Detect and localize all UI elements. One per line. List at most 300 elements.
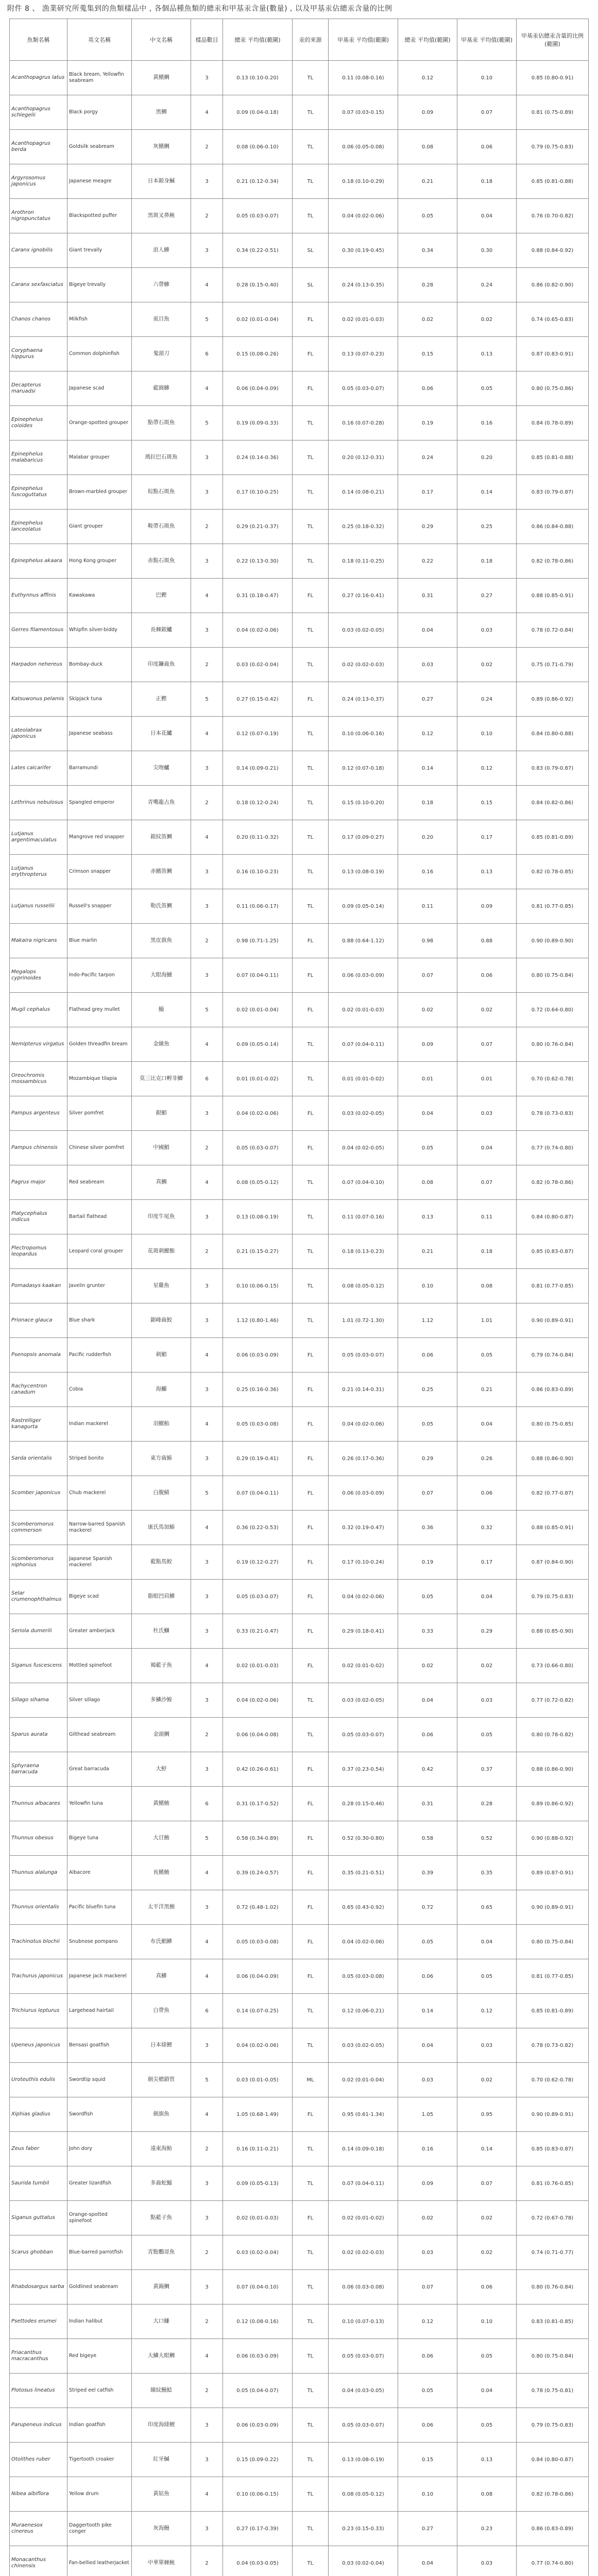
table-row	[10, 2235, 589, 2270]
methylmercury-cell: 0.88 (0.64-1.12)	[329, 924, 398, 958]
total-mercury-mean-cell: 0.02	[398, 2201, 457, 2235]
scientific-name-cell: Epinephelus fuscoguttatus	[10, 475, 67, 510]
sample-count-cell: 5	[191, 993, 223, 1027]
sample-count-cell: 3	[191, 233, 223, 268]
methylmercury-mean-cell: 0.06	[457, 958, 517, 993]
english-name-cell: Greater amberjack	[67, 1614, 132, 1649]
methylmercury-mean-cell: 0.09	[457, 889, 517, 924]
scientific-name-cell: Lutjanus russellii	[10, 889, 67, 924]
methylmercury-cell: 0.02 (0.01-0.03)	[329, 302, 398, 337]
sample-count-cell: 4	[191, 1856, 223, 1890]
english-name-cell: Narrow-barred Spanish mackerel	[67, 1511, 132, 1545]
methylmercury-mean-cell: 1.01	[457, 1303, 517, 1338]
length-type-cell: TL	[293, 820, 329, 855]
total-mercury-mean-cell: 0.27	[398, 682, 457, 717]
total-mercury-mean-cell: 0.16	[398, 2132, 457, 2166]
total-mercury-cell: 0.13 (0.08-0.19)	[223, 1200, 293, 1234]
column-header: 甲基汞佔總汞含量的比例(範圍)	[517, 19, 589, 61]
methylmercury-cell: 0.12 (0.07-0.18)	[329, 751, 398, 786]
english-name-cell: Yellowfin tuna	[67, 1787, 132, 1821]
english-name-cell: Black porgy	[67, 95, 132, 130]
table-row	[10, 1752, 589, 1787]
english-name-cell: Indo-Pacific tarpon	[67, 958, 132, 993]
scientific-name-cell: Sparus aurata	[10, 1718, 67, 1752]
length-type-cell: TL	[293, 2443, 329, 2477]
english-name-cell: Pacific rudderfish	[67, 1338, 132, 1372]
scientific-name-cell: Sphyraena barracuda	[10, 1752, 67, 1787]
sample-count-cell: 3	[191, 2166, 223, 2201]
total-mercury-mean-cell: 0.72	[398, 1890, 457, 1925]
english-name-cell: Golden threadfin bream	[67, 1027, 132, 1062]
methylmercury-cell: 0.01 (0.01-0.02)	[329, 1062, 398, 1096]
length-type-cell: FL	[293, 337, 329, 371]
scientific-name-cell: Parupeneus indicus	[10, 2408, 67, 2443]
total-mercury-cell: 0.06 (0.03-0.09)	[223, 1338, 293, 1372]
chinese-name-cell: 長鰭鮪	[132, 1856, 191, 1890]
methylmercury-cell: 0.05 (0.03-0.07)	[329, 2339, 398, 2374]
total-mercury-mean-cell: 0.06	[398, 1959, 457, 1994]
english-name-cell: Striped bonito	[67, 1442, 132, 1476]
chinese-name-cell: 真鰺	[132, 1959, 191, 1994]
methylmercury-ratio-cell: 0.80 (0.75-0.85)	[517, 1407, 589, 1442]
total-mercury-mean-cell: 0.19	[398, 406, 457, 440]
english-name-cell: Red seabream	[67, 1165, 132, 1200]
scientific-name-cell: Megalops cyprinoides	[10, 958, 67, 993]
sample-count-cell: 4	[191, 2097, 223, 2132]
total-mercury-mean-cell: 0.15	[398, 337, 457, 371]
table-row	[10, 302, 589, 337]
total-mercury-cell: 0.04 (0.02-0.06)	[223, 613, 293, 648]
methylmercury-cell: 0.05 (0.03-0.07)	[329, 371, 398, 406]
scientific-name-cell: Muraenesox cinereus	[10, 2512, 67, 2546]
chinese-name-cell: 瑪拉巴石斑魚	[132, 440, 191, 475]
scientific-name-cell: Euthynnus affinis	[10, 579, 67, 613]
sample-count-cell: 3	[191, 2408, 223, 2443]
english-name-cell: Bartail flathead	[67, 1200, 132, 1234]
total-mercury-mean-cell: 0.03	[398, 648, 457, 682]
scientific-name-cell: Selar crumenophthalmus	[10, 1580, 67, 1614]
sample-count-cell: 3	[191, 1442, 223, 1476]
table-row	[10, 2063, 589, 2097]
chinese-name-cell: 海鱺	[132, 1372, 191, 1407]
total-mercury-cell: 0.21 (0.15-0.27)	[223, 1234, 293, 1269]
total-mercury-mean-cell: 0.09	[398, 95, 457, 130]
scientific-name-cell: Gerres filamentosus	[10, 613, 67, 648]
table-row	[10, 2132, 589, 2166]
scientific-name-cell: Thunnus albacares	[10, 1787, 67, 1821]
methylmercury-mean-cell: 0.10	[457, 2304, 517, 2339]
methylmercury-cell: 0.07 (0.04-0.10)	[329, 1165, 398, 1200]
sample-count-cell: 4	[191, 1511, 223, 1545]
total-mercury-cell: 0.02 (0.01-0.04)	[223, 302, 293, 337]
english-name-cell: Cobia	[67, 1372, 132, 1407]
methylmercury-ratio-cell: 0.84 (0.78-0.89)	[517, 406, 589, 440]
methylmercury-cell: 0.08 (0.05-0.12)	[329, 1269, 398, 1303]
methylmercury-mean-cell: 0.18	[457, 544, 517, 579]
sample-count-cell: 2	[191, 1718, 223, 1752]
methylmercury-ratio-cell: 0.70 (0.62-0.78)	[517, 2063, 589, 2097]
scientific-name-cell: Monacanthus chinensis	[10, 2546, 67, 2576]
table-row	[10, 1165, 589, 1200]
scientific-name-cell: Rachycentron canadum	[10, 1372, 67, 1407]
methylmercury-ratio-cell: 0.74 (0.65-0.83)	[517, 302, 589, 337]
chinese-name-cell: 莫三比克口孵非鯽	[132, 1062, 191, 1096]
english-name-cell: Whipfin silver-biddy	[67, 613, 132, 648]
chinese-name-cell: 赤點石斑魚	[132, 544, 191, 579]
methylmercury-cell: 0.02 (0.01-0.04)	[329, 2063, 398, 2097]
methylmercury-cell: 0.03 (0.02-0.05)	[329, 2028, 398, 2063]
total-mercury-cell: 0.42 (0.26-0.61)	[223, 1752, 293, 1787]
methylmercury-ratio-cell: 0.80 (0.76-0.84)	[517, 2270, 589, 2304]
sample-count-cell: 2	[191, 2546, 223, 2576]
total-mercury-mean-cell: 0.33	[398, 1614, 457, 1649]
methylmercury-mean-cell: 0.06	[457, 130, 517, 164]
english-name-cell: Giant grouper	[67, 510, 132, 544]
methylmercury-ratio-cell: 0.73 (0.66-0.80)	[517, 1649, 589, 1683]
total-mercury-mean-cell: 0.06	[398, 371, 457, 406]
total-mercury-mean-cell: 1.12	[398, 1303, 457, 1338]
methylmercury-mean-cell: 0.06	[457, 1476, 517, 1511]
table-row	[10, 613, 589, 648]
methylmercury-mean-cell: 0.02	[457, 1649, 517, 1683]
sample-count-cell: 4	[191, 1925, 223, 1959]
total-mercury-cell: 0.72 (0.48-1.02)	[223, 1890, 293, 1925]
scientific-name-cell: Lutjanus argentimaculatus	[10, 820, 67, 855]
sample-count-cell: 4	[191, 1959, 223, 1994]
sample-count-cell: 3	[191, 2443, 223, 2477]
length-type-cell: TL	[293, 1165, 329, 1200]
sample-count-cell: 2	[191, 2304, 223, 2339]
scientific-name-cell: Trachurus japonicus	[10, 1959, 67, 1994]
length-type-cell: TL	[293, 2166, 329, 2201]
methylmercury-mean-cell: 0.03	[457, 613, 517, 648]
chinese-name-cell: 劍尖槍鎖管	[132, 2063, 191, 2097]
methylmercury-cell: 0.21 (0.14-0.31)	[329, 1372, 398, 1407]
length-type-cell: TL	[293, 1269, 329, 1303]
scientific-name-cell: Sillago sihama	[10, 1683, 67, 1718]
mercury-table	[9, 19, 589, 2576]
chinese-name-cell: 勒氏笛鯛	[132, 889, 191, 924]
chinese-name-cell: 金頭鯛	[132, 1718, 191, 1752]
sample-count-cell: 5	[191, 2063, 223, 2097]
sample-count-cell: 3	[191, 2512, 223, 2546]
length-type-cell: TL	[293, 648, 329, 682]
methylmercury-mean-cell: 0.11	[457, 1200, 517, 1234]
total-mercury-mean-cell: 0.98	[398, 924, 457, 958]
total-mercury-cell: 0.31 (0.17-0.52)	[223, 1787, 293, 1821]
methylmercury-ratio-cell: 0.85 (0.83-0.87)	[517, 2132, 589, 2166]
length-type-cell: FL	[293, 1511, 329, 1545]
total-mercury-mean-cell: 0.07	[398, 2270, 457, 2304]
total-mercury-mean-cell: 0.34	[398, 233, 457, 268]
chinese-name-cell: 黃鰭鮪	[132, 1787, 191, 1821]
length-type-cell: SL	[293, 233, 329, 268]
methylmercury-cell: 0.04 (0.02-0.06)	[329, 1407, 398, 1442]
total-mercury-cell: 0.03 (0.02-0.04)	[223, 2235, 293, 2270]
methylmercury-ratio-cell: 0.81 (0.75-0.89)	[517, 95, 589, 130]
scientific-name-cell: Oreochromis mossambicus	[10, 1062, 67, 1096]
english-name-cell: Striped eel catfish	[67, 2374, 132, 2408]
length-type-cell: TL	[293, 406, 329, 440]
total-mercury-mean-cell: 0.02	[398, 993, 457, 1027]
length-type-cell: TL	[293, 2408, 329, 2443]
length-type-cell: TL	[293, 510, 329, 544]
methylmercury-ratio-cell: 0.77 (0.74-0.80)	[517, 1131, 589, 1165]
english-name-cell: Swordfish	[67, 2097, 132, 2132]
chinese-name-cell: 青點鸚哥魚	[132, 2235, 191, 2270]
length-type-cell: FL	[293, 1821, 329, 1856]
total-mercury-cell: 0.98 (0.71-1.25)	[223, 924, 293, 958]
total-mercury-mean-cell: 0.03	[398, 2235, 457, 2270]
table-row	[10, 717, 589, 751]
table-row	[10, 1234, 589, 1269]
length-type-cell: FL	[293, 1787, 329, 1821]
chinese-name-cell: 羽鰓鮐	[132, 1407, 191, 1442]
methylmercury-cell: 0.03 (0.02-0.05)	[329, 1683, 398, 1718]
table-row	[10, 1683, 589, 1718]
scientific-name-cell: Plectropomus leopardus	[10, 1234, 67, 1269]
methylmercury-ratio-cell: 0.80 (0.75-0.84)	[517, 958, 589, 993]
english-name-cell: Barramundi	[67, 751, 132, 786]
methylmercury-mean-cell: 0.07	[457, 95, 517, 130]
english-name-cell: Brown-marbled grouper	[67, 475, 132, 510]
table-body	[10, 61, 589, 2576]
total-mercury-mean-cell: 0.01	[398, 1062, 457, 1096]
methylmercury-cell: 1.01 (0.72-1.30)	[329, 1303, 398, 1338]
methylmercury-cell: 0.95 (0.61-1.34)	[329, 2097, 398, 2132]
methylmercury-mean-cell: 0.15	[457, 786, 517, 820]
sample-count-cell: 5	[191, 682, 223, 717]
chinese-name-cell: 真鯛	[132, 1165, 191, 1200]
length-type-cell: FL	[293, 1131, 329, 1165]
sample-count-cell: 5	[191, 1821, 223, 1856]
scientific-name-cell: Otolithes ruber	[10, 2443, 67, 2477]
table-row	[10, 1821, 589, 1856]
column-header: 甲基汞 平均值(範圍)	[329, 19, 398, 61]
total-mercury-cell: 0.05 (0.03-0.08)	[223, 1407, 293, 1442]
english-name-cell: Orange-spotted spinefoot	[67, 2201, 132, 2235]
length-type-cell: SL	[293, 268, 329, 302]
total-mercury-mean-cell: 0.06	[398, 2408, 457, 2443]
chinese-name-cell: 點藍子魚	[132, 2201, 191, 2235]
scientific-name-cell: Argyrosomus japonicus	[10, 164, 67, 199]
scientific-name-cell: Thunnus orientalis	[10, 1890, 67, 1925]
length-type-cell: FL	[293, 302, 329, 337]
length-type-cell: TL	[293, 2235, 329, 2270]
sample-count-cell: 3	[191, 1096, 223, 1131]
scientific-name-cell: Lethrinus nebulosus	[10, 786, 67, 820]
length-type-cell: TL	[293, 130, 329, 164]
table-row	[10, 2339, 589, 2374]
english-name-cell: Giant trevally	[67, 233, 132, 268]
chinese-name-cell: 黑鯛	[132, 95, 191, 130]
methylmercury-cell: 0.07 (0.04-0.11)	[329, 1027, 398, 1062]
scientific-name-cell: Pomadasys kaakan	[10, 1269, 67, 1303]
sample-count-cell: 6	[191, 1994, 223, 2028]
methylmercury-mean-cell: 0.04	[457, 1580, 517, 1614]
scientific-name-cell: Mugil cephalus	[10, 993, 67, 1027]
methylmercury-cell: 0.04 (0.02-0.06)	[329, 1580, 398, 1614]
total-mercury-mean-cell: 0.12	[398, 717, 457, 751]
methylmercury-mean-cell: 0.03	[457, 1683, 517, 1718]
total-mercury-cell: 0.15 (0.09-0.22)	[223, 2443, 293, 2477]
total-mercury-cell: 0.39 (0.24-0.57)	[223, 1856, 293, 1890]
chinese-name-cell: 紅牙鰔	[132, 2443, 191, 2477]
scientific-name-cell: Platycephalus indicus	[10, 1200, 67, 1234]
english-name-cell: Bombay-duck	[67, 648, 132, 682]
methylmercury-ratio-cell: 0.77 (0.72-0.82)	[517, 1683, 589, 1718]
total-mercury-mean-cell: 0.12	[398, 2304, 457, 2339]
methylmercury-ratio-cell: 0.80 (0.75-0.86)	[517, 371, 589, 406]
english-name-cell: Red bigeye	[67, 2339, 132, 2374]
methylmercury-cell: 0.03 (0.02-0.05)	[329, 1096, 398, 1131]
methylmercury-mean-cell: 0.02	[457, 648, 517, 682]
total-mercury-cell: 0.15 (0.08-0.26)	[223, 337, 293, 371]
length-type-cell: FL	[293, 1407, 329, 1442]
scientific-name-cell: Upeneus japonicus	[10, 2028, 67, 2063]
methylmercury-ratio-cell: 0.84 (0.80-0.87)	[517, 2443, 589, 2477]
table-row	[10, 1580, 589, 1614]
methylmercury-cell: 0.06 (0.03-0.09)	[329, 1476, 398, 1511]
length-type-cell: FL	[293, 579, 329, 613]
methylmercury-ratio-cell: 0.81 (0.77-0.85)	[517, 1959, 589, 1994]
methylmercury-cell: 0.16 (0.07-0.28)	[329, 406, 398, 440]
sample-count-cell: 2	[191, 2374, 223, 2408]
column-header: 魚類名稱	[10, 19, 67, 61]
methylmercury-mean-cell: 0.14	[457, 475, 517, 510]
length-type-cell: FL	[293, 1649, 329, 1683]
methylmercury-ratio-cell: 0.90 (0.89-0.91)	[517, 1890, 589, 1925]
methylmercury-cell: 0.25 (0.18-0.32)	[329, 510, 398, 544]
total-mercury-mean-cell: 0.31	[398, 579, 457, 613]
methylmercury-ratio-cell: 0.76 (0.70-0.82)	[517, 199, 589, 233]
total-mercury-cell: 0.14 (0.09-0.21)	[223, 751, 293, 786]
methylmercury-cell: 0.18 (0.11-0.25)	[329, 544, 398, 579]
english-name-cell: Japanese scad	[67, 371, 132, 406]
methylmercury-ratio-cell: 0.89 (0.87-0.91)	[517, 1856, 589, 1890]
english-name-cell: Gilthead seabream	[67, 1718, 132, 1752]
methylmercury-ratio-cell: 0.90 (0.89-0.91)	[517, 1303, 589, 1338]
total-mercury-cell: 0.18 (0.12-0.24)	[223, 786, 293, 820]
sample-count-cell: 6	[191, 1787, 223, 1821]
methylmercury-mean-cell: 0.05	[457, 371, 517, 406]
table-row	[10, 648, 589, 682]
methylmercury-ratio-cell: 0.80 (0.75-0.84)	[517, 2339, 589, 2374]
chinese-name-cell: 鯔	[132, 993, 191, 1027]
table-row	[10, 544, 589, 579]
chinese-name-cell: 浪人鰺	[132, 233, 191, 268]
sample-count-cell: 3	[191, 1614, 223, 1649]
total-mercury-cell: 0.24 (0.14-0.36)	[223, 440, 293, 475]
table-row	[10, 1372, 589, 1407]
english-name-cell: Pacific bluefin tuna	[67, 1890, 132, 1925]
table-row	[10, 2201, 589, 2235]
table-row	[10, 2408, 589, 2443]
table-row	[10, 1959, 589, 1994]
methylmercury-mean-cell: 0.10	[457, 717, 517, 751]
total-mercury-cell: 0.17 (0.10-0.25)	[223, 475, 293, 510]
length-type-cell: FL	[293, 993, 329, 1027]
methylmercury-ratio-cell: 0.82 (0.77-0.87)	[517, 1476, 589, 1511]
total-mercury-cell: 0.10 (0.06-0.15)	[223, 2477, 293, 2512]
sample-count-cell: 3	[191, 1200, 223, 1234]
methylmercury-mean-cell: 0.14	[457, 2132, 517, 2166]
length-type-cell: TL	[293, 440, 329, 475]
chinese-name-cell: 六帶鰺	[132, 268, 191, 302]
total-mercury-cell: 0.13 (0.10-0.20)	[223, 61, 293, 95]
english-name-cell: Snubnose pompano	[67, 1925, 132, 1959]
scientific-name-cell: Arothron nigropunctatus	[10, 199, 67, 233]
methylmercury-mean-cell: 0.35	[457, 1856, 517, 1890]
total-mercury-mean-cell: 0.04	[398, 2546, 457, 2576]
methylmercury-ratio-cell: 0.85 (0.81-0.88)	[517, 440, 589, 475]
total-mercury-cell: 0.04 (0.03-0.05)	[223, 2546, 293, 2576]
total-mercury-cell: 0.04 (0.02-0.06)	[223, 1683, 293, 1718]
table-row	[10, 2270, 589, 2304]
length-type-cell: TL	[293, 1234, 329, 1269]
table-row	[10, 1442, 589, 1476]
methylmercury-mean-cell: 0.03	[457, 1096, 517, 1131]
sample-count-cell: 6	[191, 337, 223, 371]
methylmercury-mean-cell: 0.02	[457, 302, 517, 337]
english-name-cell: Spangled emperor	[67, 786, 132, 820]
methylmercury-mean-cell: 0.26	[457, 1442, 517, 1476]
methylmercury-cell: 0.13 (0.08-0.19)	[329, 855, 398, 889]
chinese-name-cell: 印度牛尾魚	[132, 1200, 191, 1234]
chinese-name-cell: 大鱗大眼鯛	[132, 2339, 191, 2374]
methylmercury-mean-cell: 0.04	[457, 2374, 517, 2408]
english-name-cell: Flathead grey mullet	[67, 993, 132, 1027]
sample-count-cell: 5	[191, 406, 223, 440]
scientific-name-cell: Rastrelliger kanagurta	[10, 1407, 67, 1442]
methylmercury-cell: 0.02 (0.01-0.03)	[329, 993, 398, 1027]
table-row	[10, 233, 589, 268]
length-type-cell: TL	[293, 786, 329, 820]
length-type-cell: TL	[293, 475, 329, 510]
sample-count-cell: 4	[191, 268, 223, 302]
length-type-cell: TL	[293, 1062, 329, 1096]
english-name-cell: Japanese meagre	[67, 164, 132, 199]
methylmercury-mean-cell: 0.02	[457, 2201, 517, 2235]
total-mercury-mean-cell: 0.17	[398, 475, 457, 510]
english-name-cell: Chinese silver pomfret	[67, 1131, 132, 1165]
chinese-name-cell: 藍點馬鮫	[132, 1545, 191, 1580]
methylmercury-ratio-cell: 0.74 (0.71-0.77)	[517, 2235, 589, 2270]
methylmercury-cell: 0.28 (0.15-0.46)	[329, 1787, 398, 1821]
table-row	[10, 268, 589, 302]
methylmercury-cell: 0.13 (0.07-0.23)	[329, 337, 398, 371]
scientific-name-cell: Acanthopagrus schlegelii	[10, 95, 67, 130]
methylmercury-cell: 0.08 (0.05-0.12)	[329, 2477, 398, 2512]
sample-count-cell: 3	[191, 61, 223, 95]
methylmercury-cell: 0.03 (0.02-0.04)	[329, 2546, 398, 2576]
total-mercury-cell: 0.06 (0.04-0.09)	[223, 1959, 293, 1994]
methylmercury-mean-cell: 0.01	[457, 1062, 517, 1096]
length-type-cell: FL	[293, 1372, 329, 1407]
chinese-name-cell: 黑皮旗魚	[132, 924, 191, 958]
english-name-cell: Daggertooth pike conger	[67, 2512, 132, 2546]
methylmercury-cell: 0.05 (0.03-0.07)	[329, 2408, 398, 2443]
length-type-cell: TL	[293, 751, 329, 786]
scientific-name-cell: Caranx ignobilis	[10, 233, 67, 268]
methylmercury-ratio-cell: 0.70 (0.62-0.78)	[517, 1062, 589, 1096]
table-row	[10, 1200, 589, 1234]
english-name-cell: Silver sillago	[67, 1683, 132, 1718]
column-header: 總汞 平均值(範圍)	[398, 19, 457, 61]
methylmercury-mean-cell: 0.03	[457, 2028, 517, 2063]
scientific-name-cell: Decapterus maruadsi	[10, 371, 67, 406]
methylmercury-mean-cell: 0.04	[457, 199, 517, 233]
